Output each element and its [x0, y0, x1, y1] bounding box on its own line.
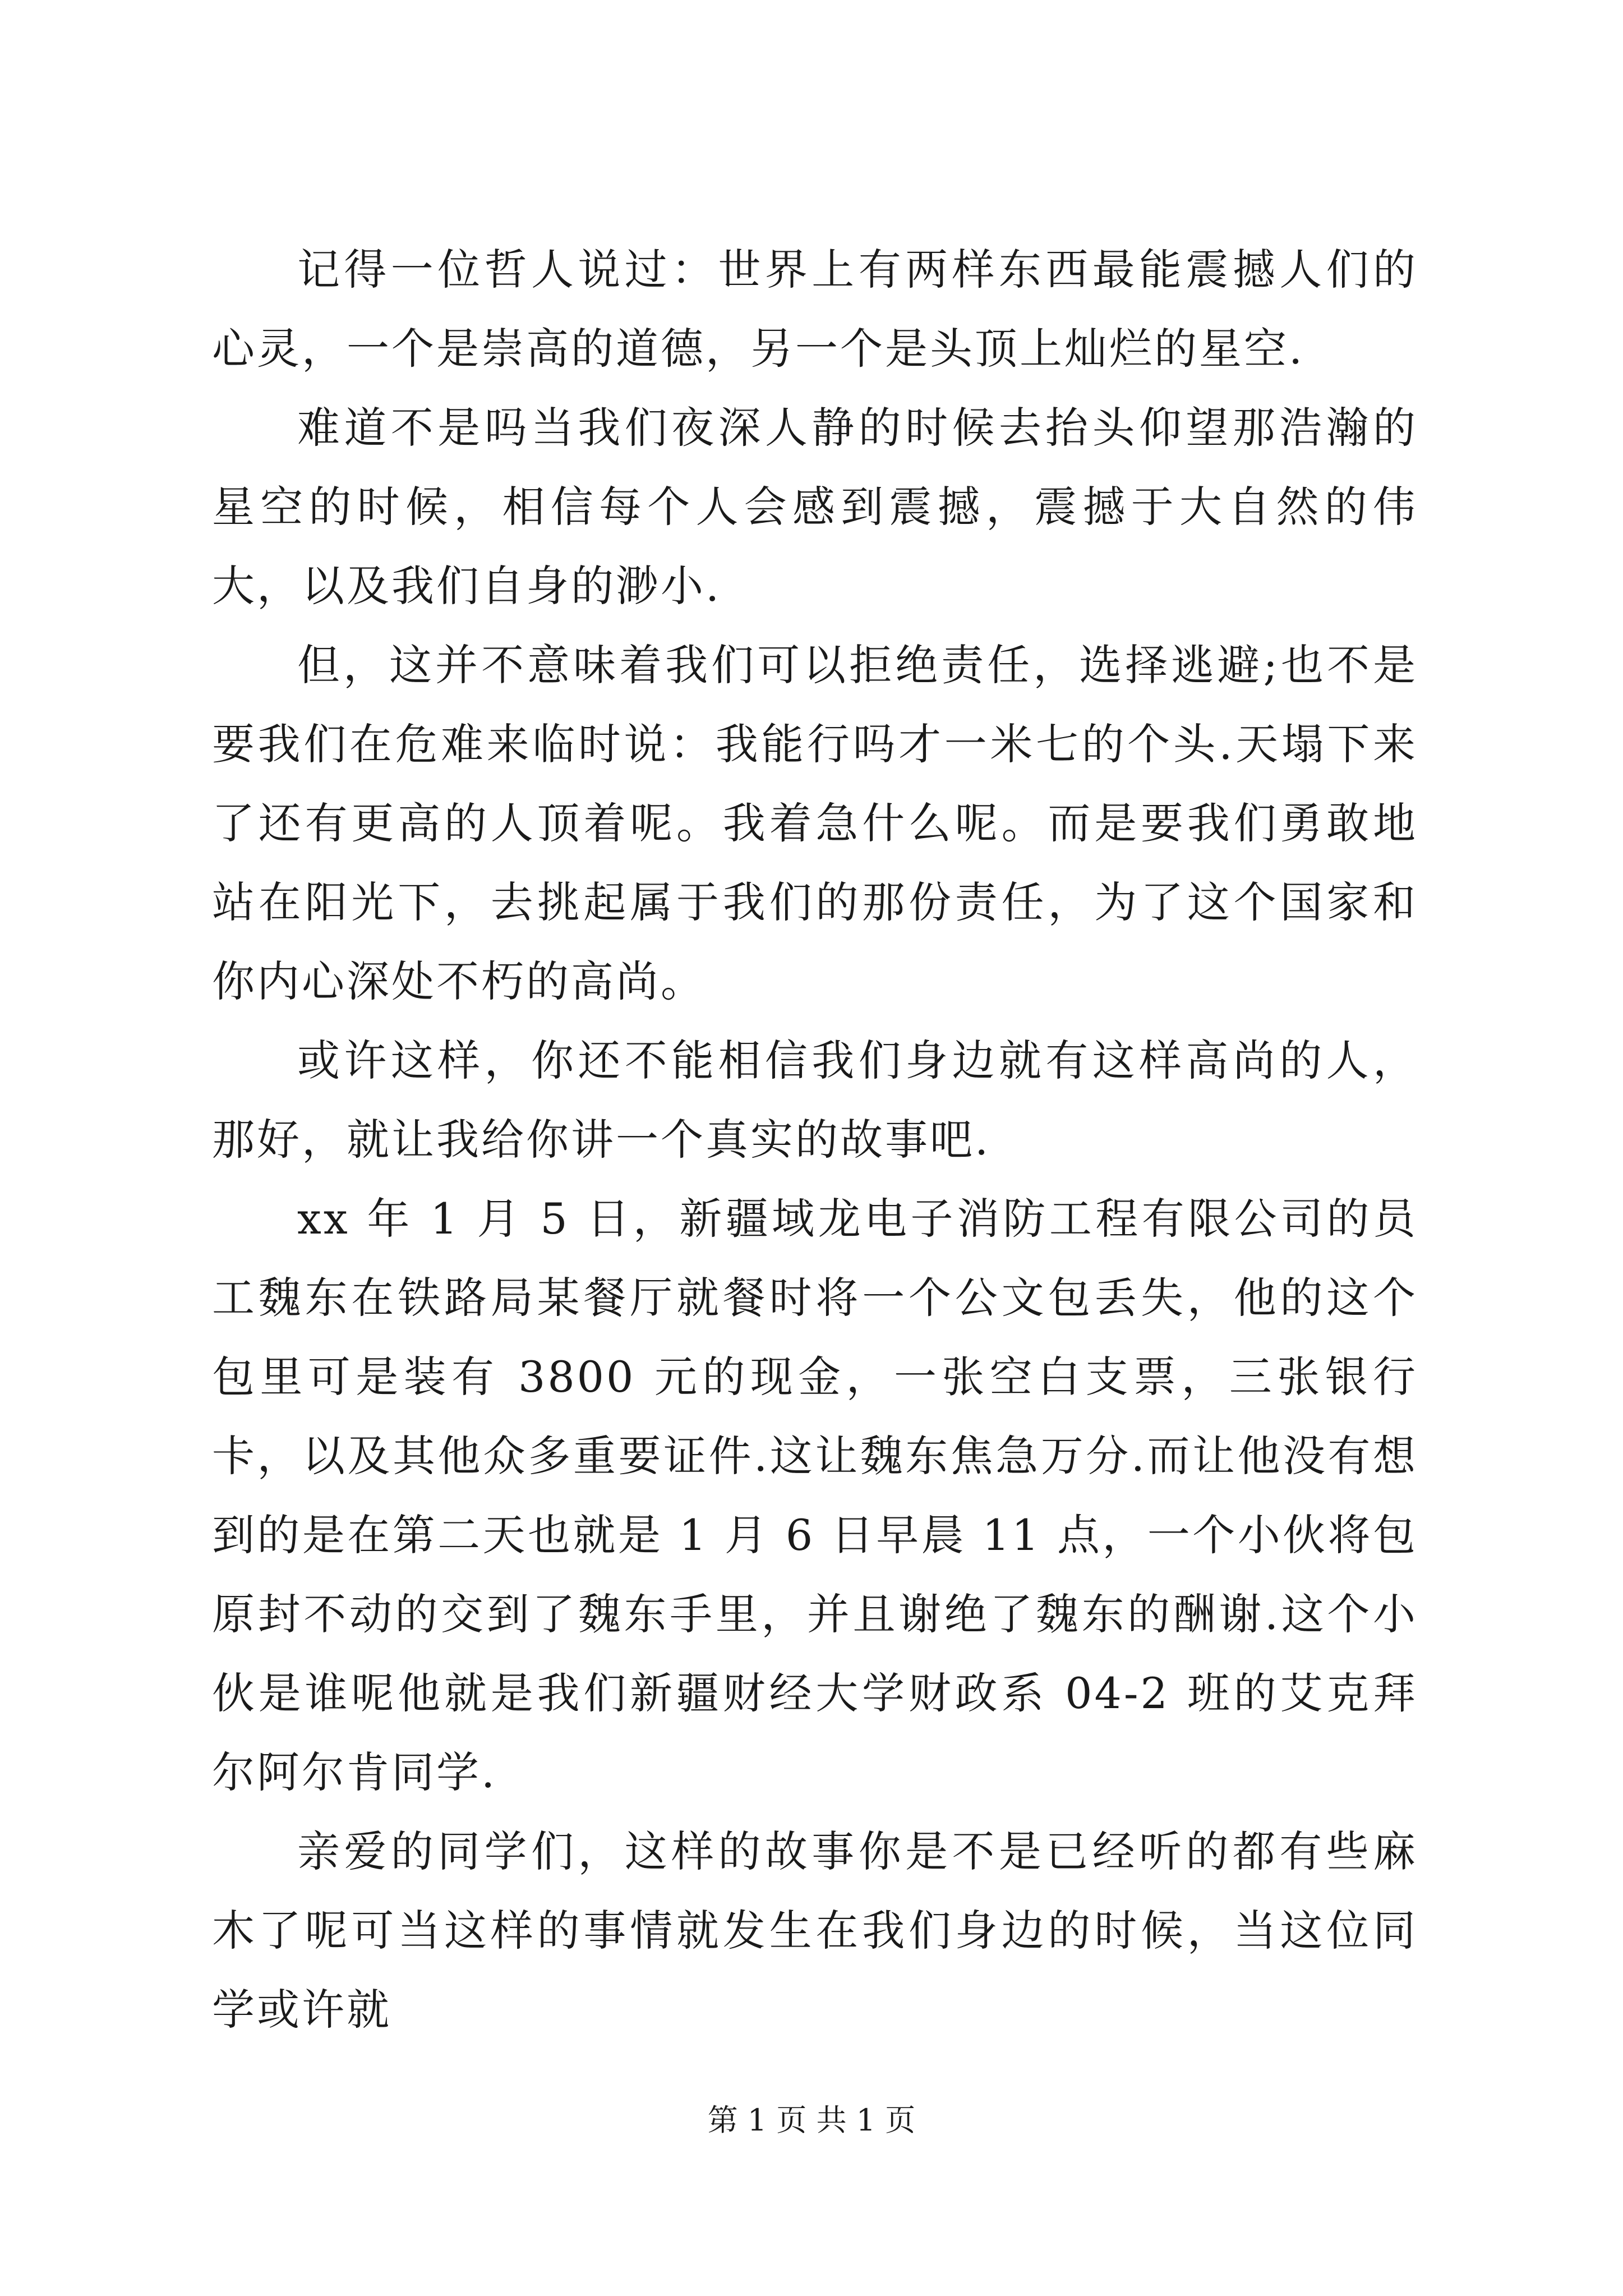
page-footer: 第 1 页 共 1 页: [707, 2102, 916, 2138]
document-body: [212, 230, 1418, 2049]
paragraph-3: 但，这并不意味着我们可以拒绝责任，选择逃避;也不是要我们在危难来临时说：我能行吗才一米七的个头.天塌下来了还有更高的人顶着呢。我着急什么呢。而是要我们勇敢地站在阳光下，去挑起属于我们的那份责任，为了这个国家和你内心深处不朽的高尚。: [212, 640, 1418, 1006]
paragraph-1: 记得一位哲人说过：世界上有两样东西最能震撼人们的心灵，一个是崇高的道德，另一个是头顶上灿烂的星空.: [212, 245, 1418, 374]
paragraph-6: 亲爱的同学们，这样的故事你是不是已经听的都有些麻木了呢可当这样的事情就发生在我们身边的时候，当这位同学或许就: [212, 1826, 1418, 2035]
paragraph-4: 或许这样，你还不能相信我们身边就有这样高尚的人，那好，就让我给你讲一个真实的故事吧.: [212, 1036, 1418, 1165]
paragraph-5: xx 年 1 月 5 日，新疆域龙电子消防工程有限公司的员工魏东在铁路局某餐厅就餐时将一个公文包丢失，他的这个包里可是装有 3800 元的现金，一张空白支票，三张银行卡，以及其他众多重要证件.这让魏东焦急万分.而让他没有想到的是在第二天也就是 1 月 6 日早晨 11 点，一个小伙将包原封不动的交到了魏东手里，并且谢绝了魏东的酬谢.这个小伙是谁呢他就是我们新疆财经大学财政系 04-2 班的艾克拜尔阿尔肯同学.: [212, 1194, 1418, 1797]
paragraph-2: 难道不是吗当我们夜深人静的时候去抬头仰望那浩瀚的星空的时候，相信每个人会感到震撼，震撼于大自然的伟大，以及我们自身的渺小.: [212, 403, 1418, 611]
